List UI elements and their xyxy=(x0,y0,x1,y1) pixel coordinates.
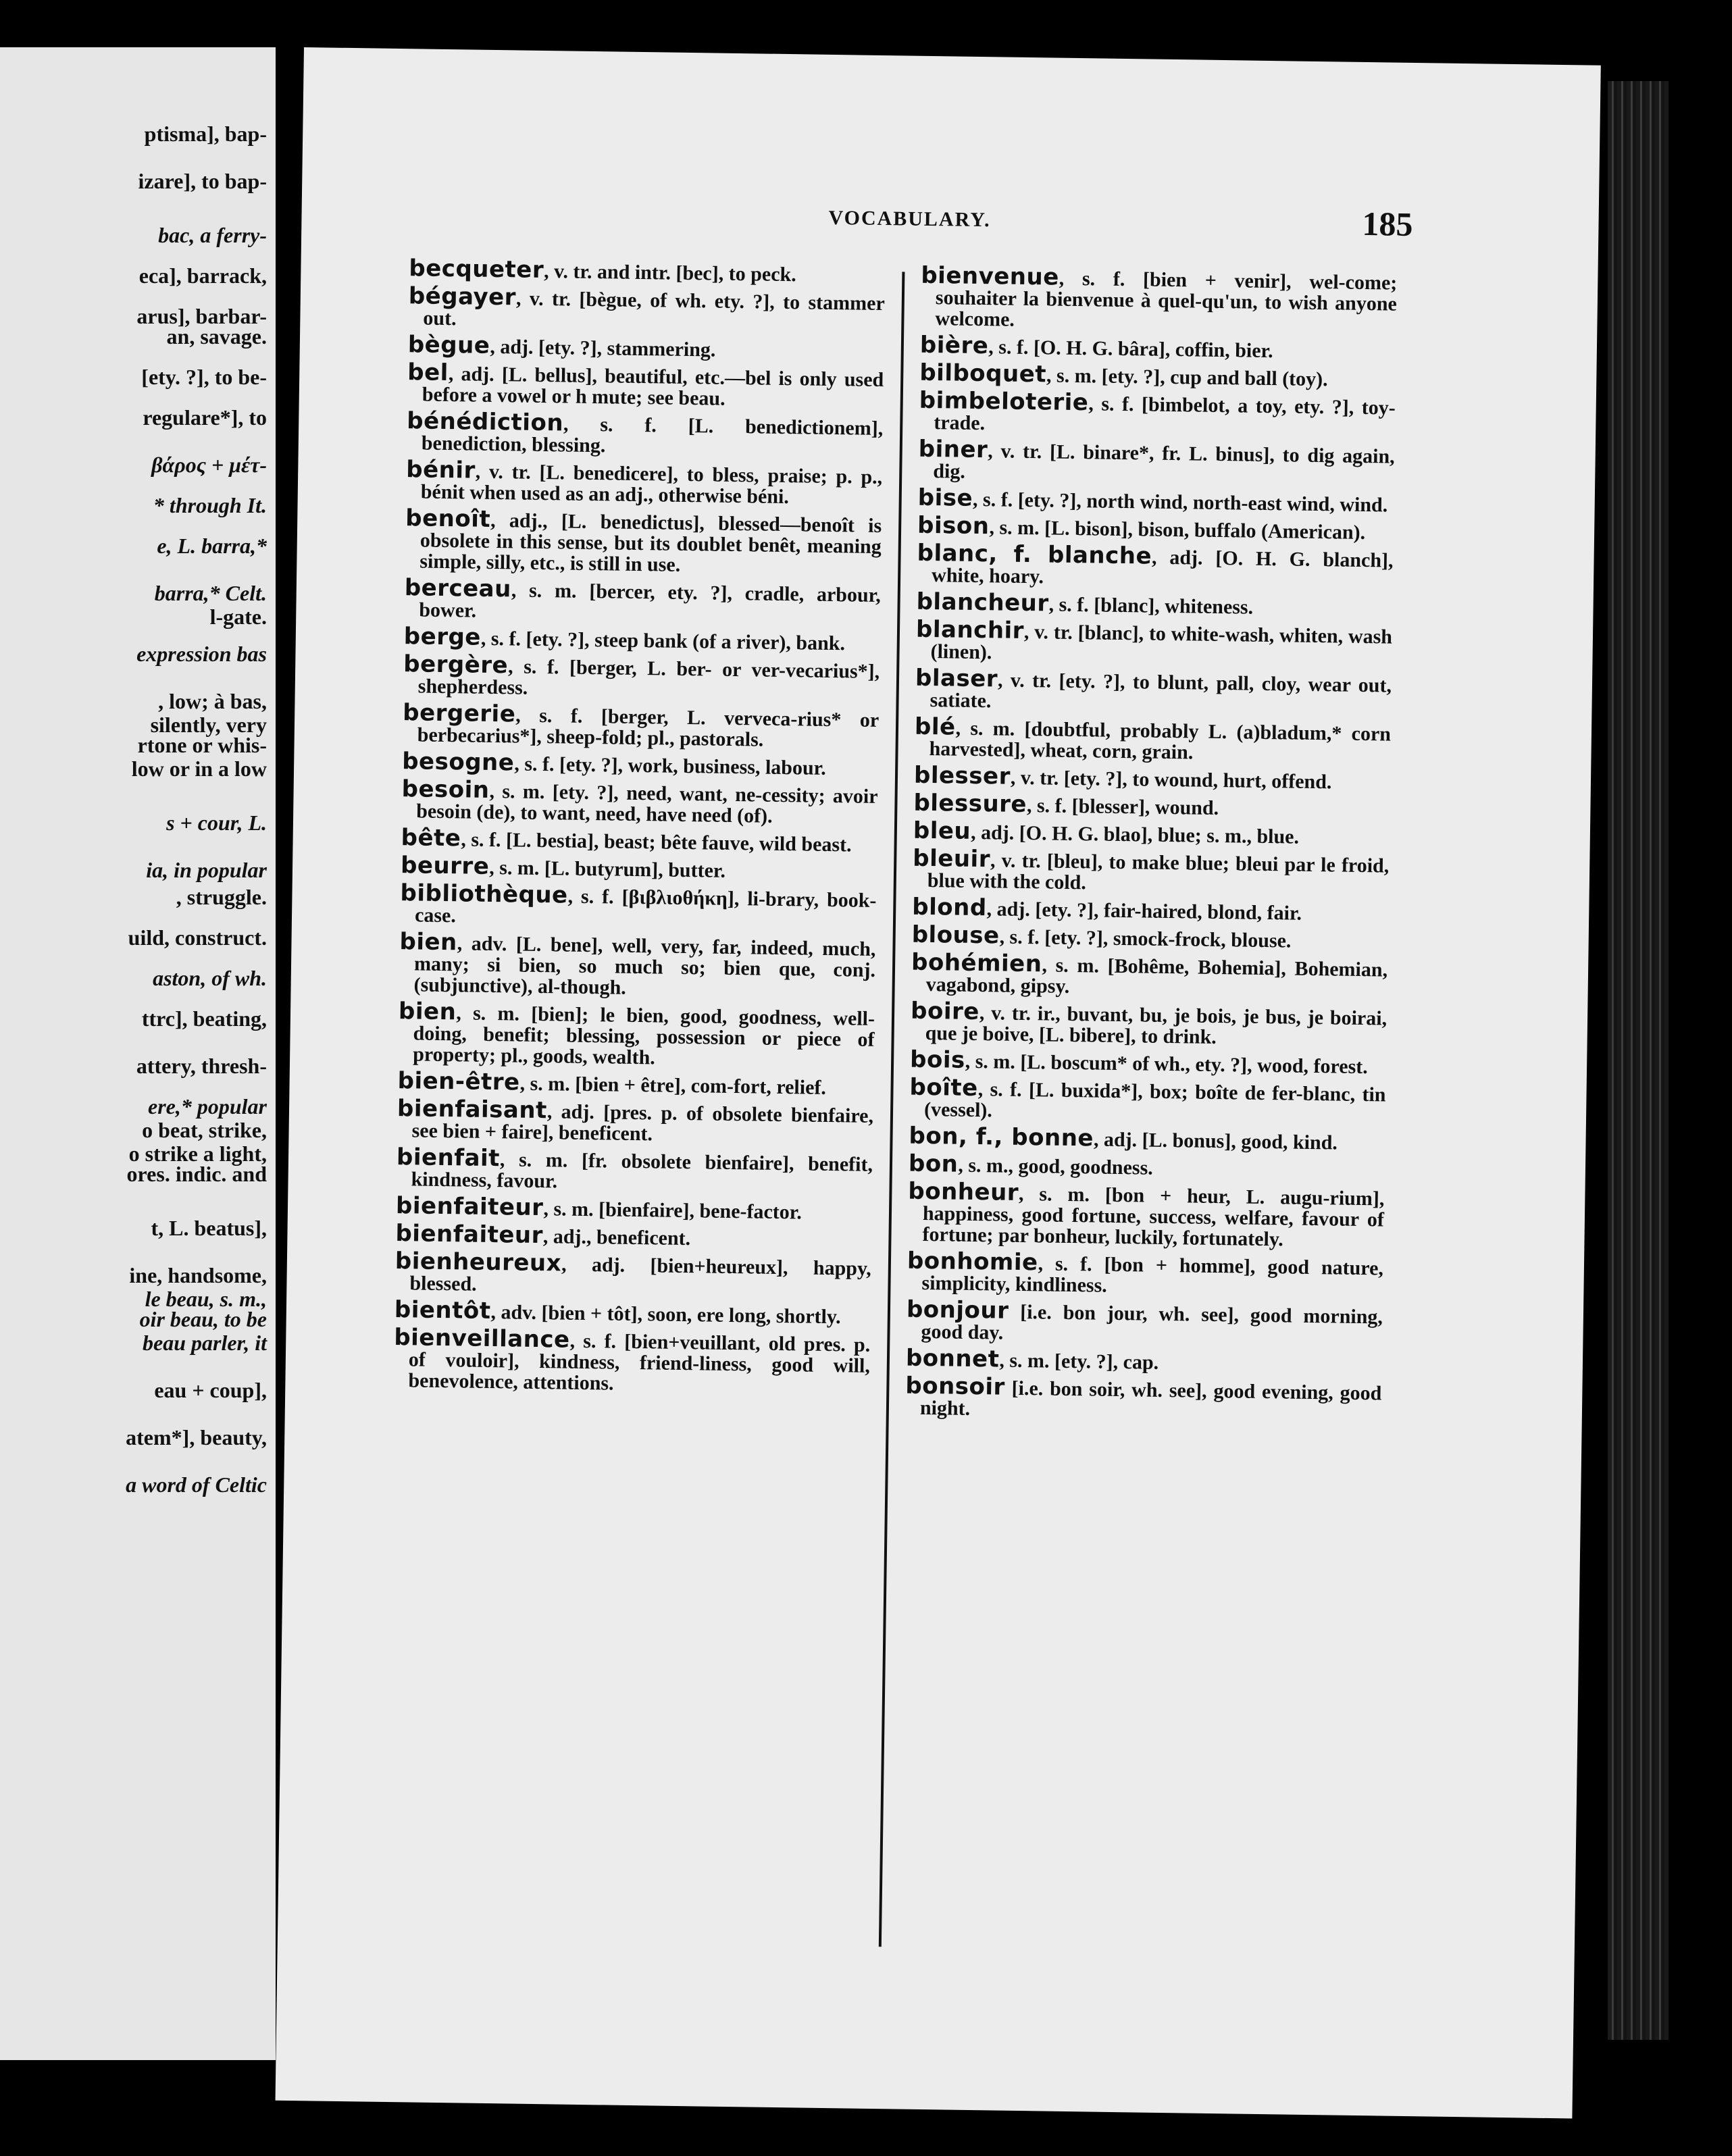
left-page-fragment: barra,* Celt. xyxy=(154,581,267,605)
left-page-fragment: beau parler, it xyxy=(142,1331,267,1355)
dictionary-entry xyxy=(407,331,884,363)
entry-definition: , s. m. [ety. ?], need, want, ne-cessity; avoir besoin (de), to want, need, have need (of). xyxy=(415,779,878,827)
entry-definition: , s. m. [bien + être], com-fort, relief. xyxy=(519,1072,827,1099)
entry-headword: blancheur xyxy=(916,588,1049,617)
entry-definition: , adj., beneficent. xyxy=(542,1225,691,1250)
vocabulary-page xyxy=(276,47,1601,2119)
entry-headword: blouse xyxy=(911,921,1000,950)
dictionary-entry xyxy=(914,713,1392,766)
entry-headword: bonjour xyxy=(906,1295,1009,1325)
dictionary-entry xyxy=(913,817,1390,849)
entry-headword: bière xyxy=(919,331,989,360)
entry-headword: bienvenue xyxy=(921,261,1060,291)
entry-headword: bon xyxy=(908,1150,959,1178)
left-page-fragment: silently, very xyxy=(150,713,267,737)
entry-definition: , v. tr. [L. binare*, fr. L. binus], to dig again, dig. xyxy=(933,440,1395,483)
left-page-fragment: regulare*], to xyxy=(143,405,267,430)
entry-headword: beurre xyxy=(400,852,490,880)
entry-headword: boîte xyxy=(909,1073,979,1102)
dictionary-entry xyxy=(920,261,1398,336)
entry-headword: blanchir xyxy=(915,615,1025,644)
entry-headword: bonhomie xyxy=(907,1247,1038,1277)
entry-headword: bise xyxy=(917,484,973,512)
left-page-fragment: s + cour, L. xyxy=(166,811,267,835)
entry-definition: , s. f. [ety. ?], smock-frock, blouse. xyxy=(999,925,1292,952)
entry-headword: bergère xyxy=(403,650,509,679)
entry-headword: bien xyxy=(398,998,457,1026)
dictionary-entry xyxy=(406,456,883,509)
entry-definition: [i.e. bon soir, wh. see], good evening, good night. xyxy=(919,1377,1382,1420)
entry-headword: bleu xyxy=(913,817,971,845)
entry-definition: , adj. [pres. p. of obsolete bienfaire, see bien + faire], beneficent. xyxy=(411,1100,874,1146)
entry-definition: , s. f. [blanc], whiteness. xyxy=(1048,593,1254,619)
dictionary-entry xyxy=(395,1220,871,1252)
entry-definition: , v. tr. [ety. ?], to wound, hurt, offend. xyxy=(1010,766,1332,794)
dictionary-entry xyxy=(404,574,881,627)
entry-definition: , v. tr. [ety. ?], to blunt, pall, cloy, wear out, satiate. xyxy=(929,669,1392,713)
dictionary-entry xyxy=(913,761,1390,794)
left-page-fragment: ptisma], bap- xyxy=(144,122,267,146)
dictionary-entry xyxy=(918,435,1395,488)
dictionary-entry xyxy=(917,511,1394,544)
entry-definition: , v. tr. [L. benedicere], to bless, praise; p. p., bénit when used as an adj., otherwise béni. xyxy=(420,460,883,509)
left-page-fragment: a word of Celtic xyxy=(126,1472,267,1497)
dictionary-entry xyxy=(408,282,886,335)
entry-headword: bison xyxy=(917,511,990,540)
entry-definition: , s. m. [ety. ?], cap. xyxy=(999,1349,1159,1374)
entry-definition: , s. f. [bien+veuillant, old pres. p. of vouloir], kindness, friend-liness, good will, benevolence, attentions. xyxy=(408,1329,871,1395)
left-page-fragment: le beau, s. m., xyxy=(145,1287,267,1311)
dictionary-entry xyxy=(919,331,1396,363)
entry-headword: blé xyxy=(914,713,956,741)
entry-headword: bien xyxy=(399,928,458,956)
entry-headword: bon, f., bonne xyxy=(909,1122,1094,1152)
entry-definition: , s. m. [L. boscum* of wh., ety. ?], wood, forest. xyxy=(965,1050,1368,1079)
dictionary-entry xyxy=(401,824,877,856)
left-page-fragment: an, savage. xyxy=(166,324,267,349)
left-page-fragment: uild, construct. xyxy=(128,925,267,950)
dictionary-entry xyxy=(405,505,882,578)
left-page-fragment: ores. indic. and xyxy=(126,1162,267,1186)
entry-definition: , s. f. [blesser], wound. xyxy=(1026,794,1219,820)
dictionary-entry xyxy=(912,893,1388,925)
dictionary-entry xyxy=(393,1324,871,1397)
entry-headword: bibliothèque xyxy=(400,879,568,909)
entry-definition: , v. tr. and intr. [bec], to peck. xyxy=(543,259,796,286)
entry-headword: bel xyxy=(407,359,449,387)
left-page-fragment: izare], to bap- xyxy=(138,169,267,193)
entry-headword: bienfaisant xyxy=(397,1095,548,1125)
left-page-fragment: * through It. xyxy=(153,493,267,517)
entry-headword: bien-être xyxy=(397,1067,520,1096)
entry-headword: bienveillance xyxy=(394,1324,570,1354)
entry-definition: , s. f. [ety. ?], work, business, labour. xyxy=(514,752,826,779)
left-page-fragment: [ety. ?], to be- xyxy=(141,365,267,389)
dictionary-entry xyxy=(398,998,875,1071)
entry-definition: , s. m. [Bohême, Bohemia], Bohemian, vagabond, gipsy. xyxy=(925,954,1388,998)
left-page-fragment: ere,* popular xyxy=(148,1094,267,1119)
entry-headword: bleuir xyxy=(913,844,991,873)
dictionary-entry xyxy=(401,775,878,828)
entry-definition: , s. f. [ety. ?], steep bank (of a river), bank. xyxy=(480,627,846,655)
dictionary-entry xyxy=(397,1095,874,1148)
running-head: VOCABULARY. xyxy=(828,206,991,232)
entry-definition: , s. m. [bienfaire], bene-factor. xyxy=(543,1198,803,1224)
entry-definition: , adj. [ety. ?], stammering. xyxy=(490,335,716,361)
entry-headword: boire xyxy=(910,997,980,1026)
dictionary-entry xyxy=(913,844,1390,898)
left-facing-page xyxy=(0,47,276,2060)
dictionary-entry xyxy=(909,1046,1386,1079)
dictionary-entry xyxy=(394,1296,871,1329)
dictionary-entry xyxy=(915,664,1392,717)
entry-headword: blesser xyxy=(913,761,1011,790)
dictionary-entry xyxy=(399,928,876,1002)
dictionary-entry xyxy=(400,879,877,932)
entry-definition: , s. m. [L. bison], bison, buffalo (American). xyxy=(989,516,1366,544)
entry-definition: , adj., [L. benedictus], blessed—benoît is obsolete in this sense, but its doublet benêt, meaning simple, silly, etc., is still in use. xyxy=(419,509,882,576)
entry-definition: , s. f. [O. H. G. bâra], coffin, bier. xyxy=(988,336,1273,363)
dictionary-entry xyxy=(917,539,1394,592)
left-page-fragment: e, L. barra,* xyxy=(157,534,267,558)
entry-headword: blessure xyxy=(913,789,1027,819)
dictionary-entry xyxy=(409,255,885,286)
entry-definition: , adj. [O. H. G. blao], blue; s. m., blue. xyxy=(970,821,1300,848)
dictionary-entry xyxy=(403,623,880,655)
dictionary-entry xyxy=(905,1372,1382,1425)
entry-definition: , s. f. [L. buxida*], box; boîte de fer-blanc, tin (vessel). xyxy=(923,1078,1386,1122)
dictionary-entry xyxy=(911,948,1388,1002)
left-column xyxy=(393,255,886,1404)
dictionary-entry xyxy=(407,359,884,411)
left-page-fragment: o beat, strike, xyxy=(142,1118,267,1142)
entry-definition: , s. m. [fr. obsolete bienfaire], benefit, kindness, favour. xyxy=(411,1148,873,1193)
entry-definition: , adv. [L. bene], well, very, far, indeed, much, many; si bien, so much so; bien que, conj. (subjunctive), al-though. xyxy=(413,932,876,999)
left-page-fragment: , low; à bas, xyxy=(158,689,267,713)
entry-definition: , s. f. [ety. ?], north wind, north-east wind, wind. xyxy=(972,488,1388,517)
dictionary-entry xyxy=(913,789,1390,821)
entry-headword: blaser xyxy=(915,664,998,693)
dictionary-entry xyxy=(394,1248,872,1300)
entry-definition: , v. tr. [bègue, of wh. ety. ?], to stammer out. xyxy=(423,287,886,330)
entry-headword: bois xyxy=(909,1046,966,1074)
entry-headword: besoin xyxy=(401,775,490,804)
entry-headword: besogne xyxy=(401,748,515,777)
entry-definition: , s. m. [ety. ?], cup and ball (toy). xyxy=(1046,364,1328,391)
dictionary-entry xyxy=(908,1150,1385,1182)
left-page-fragment: l-gate. xyxy=(209,605,267,629)
left-page-fragment: βάρος + μέτ- xyxy=(151,453,267,477)
dictionary-entry xyxy=(402,699,880,752)
entry-definition: , adj. [bien+heureux], happy, blessed. xyxy=(409,1253,872,1295)
entry-definition: , s. f. [berger, L. verveca-rius* or berbecarius*], sheep-fold; pl., pastorals. xyxy=(417,704,880,751)
dictionary-entry xyxy=(401,748,878,779)
dictionary-entry xyxy=(909,1073,1386,1127)
entry-definition: , s. f. [L. bestia], beast; bête fauve, wild beast. xyxy=(461,828,852,856)
column-divider xyxy=(879,272,905,1947)
dictionary-entry xyxy=(915,615,1393,669)
entry-headword: bénédiction xyxy=(407,407,564,437)
dictionary-entry xyxy=(907,1177,1385,1252)
entry-headword: blond xyxy=(912,893,987,922)
dictionary-entry xyxy=(911,921,1388,953)
entry-headword: berge xyxy=(403,623,482,651)
dictionary-entry xyxy=(395,1192,872,1224)
entry-definition: , v. tr. [bleu], to make blue; bleui par le froid, blue with the cold. xyxy=(927,849,1390,894)
right-column xyxy=(905,261,1398,1431)
dictionary-entry xyxy=(906,1295,1383,1349)
entry-definition: , s. f. [βιβλιοθήκη], li-brary, book-case. xyxy=(414,885,877,927)
entry-definition: , adj. [L. bellus], beautiful, etc.—bel is only used before a vowel or h mute; see beau. xyxy=(422,363,884,410)
dictionary-entry xyxy=(916,588,1392,620)
left-page-fragment: rtone or whis- xyxy=(137,733,267,757)
entry-headword: becqueter xyxy=(409,255,544,284)
entry-definition: , adj. [L. bonus], good, kind. xyxy=(1093,1128,1338,1154)
dictionary-entry xyxy=(407,407,884,460)
entry-headword: bienfaiteur xyxy=(395,1220,544,1250)
entry-definition: , s. m. [L. butyrum], butter. xyxy=(489,856,726,882)
left-page-fragment: ttrc], beating, xyxy=(141,1006,267,1031)
entry-headword: bohémien xyxy=(911,948,1042,978)
entry-definition: , s. f. [bon + homme], good nature, simplicity, kindliness. xyxy=(921,1252,1384,1297)
left-page-fragment: ia, in popular xyxy=(146,858,267,882)
left-page-fragment: eca], barrack, xyxy=(138,263,267,288)
left-page-fragment: oir beau, to be xyxy=(139,1307,267,1331)
entry-headword: bête xyxy=(401,824,461,852)
entry-headword: biner xyxy=(918,435,988,464)
book-page-edges xyxy=(1608,81,1669,2040)
entry-definition: , s. f. [berger, L. ber- or ver-vecarius*], shepherdess. xyxy=(417,655,880,699)
left-page-fragment: o strike a light, xyxy=(128,1141,267,1166)
entry-definition: , adj. [ety. ?], fair-haired, blond, fair. xyxy=(986,898,1302,925)
dictionary-entry xyxy=(919,386,1396,440)
entry-definition: , v. tr. ir., buvant, bu, je bois, je bus, je boirai, que je boive, [L. bibere], to drink. xyxy=(925,1002,1387,1049)
left-page-fragment: , struggle. xyxy=(176,885,267,909)
dictionary-entry xyxy=(907,1247,1384,1300)
left-page-fragment: arus], barbar- xyxy=(136,304,267,328)
dictionary-entry xyxy=(403,650,880,703)
entry-definition: , adj. [O. H. G. blanch], white, hoary. xyxy=(931,546,1394,588)
dictionary-entry xyxy=(919,359,1396,391)
entry-headword: benoît xyxy=(405,505,491,533)
left-page-fragment: t, L. beatus], xyxy=(151,1216,267,1240)
entry-definition: [i.e. bon jour, wh. see], good morning, good day. xyxy=(921,1300,1383,1344)
entry-definition: , s. f. [bien + venir], wel-come; souhaiter la bienvenue à quel-qu'un, to wish anyone welcome. xyxy=(935,267,1398,331)
left-page-fragment: bac, a ferry- xyxy=(158,223,267,247)
left-page-fragment: attery, thresh- xyxy=(136,1054,267,1078)
entry-headword: bonsoir xyxy=(905,1372,1006,1401)
dictionary-entry xyxy=(397,1067,873,1099)
entry-definition: , s. m. [bercer, ety. ?], cradle, arbour, bower. xyxy=(419,579,881,622)
dictionary-entry xyxy=(910,997,1387,1050)
dictionary-entry xyxy=(400,852,877,883)
entry-headword: bergerie xyxy=(402,699,516,728)
entry-definition: , s. m. [doubtful, probably L. (a)bladum,* corn harvested], wheat, corn, grain. xyxy=(929,717,1392,764)
left-page-fragment: ine, handsome, xyxy=(129,1263,267,1287)
entry-definition: , s. f. [L. benedictionem], benediction, blessing. xyxy=(421,413,884,457)
entry-headword: bienheureux xyxy=(394,1248,562,1277)
dictionary-entry xyxy=(917,484,1394,517)
entry-headword: bonnet xyxy=(905,1344,1000,1373)
entry-headword: bégayer xyxy=(408,282,517,311)
entry-headword: bègue xyxy=(407,331,490,359)
entry-definition: , adv. [bien + tôt], soon, ere long, shortly. xyxy=(490,1301,841,1329)
entry-definition: , s. m., good, goodness. xyxy=(958,1154,1153,1179)
entry-headword: bienfait xyxy=(396,1144,501,1173)
entry-headword: bienfaiteur xyxy=(395,1192,544,1222)
entry-definition: , s. f. [bimbelot, a toy, ety. ?], toy-trade. xyxy=(934,392,1396,435)
entry-headword: bonheur xyxy=(908,1177,1019,1206)
entry-headword: blanc, f. blanche xyxy=(917,539,1152,570)
entry-headword: berceau xyxy=(404,574,512,603)
left-page-fragment: aston, of wh. xyxy=(153,966,267,990)
dictionary-entry xyxy=(905,1344,1382,1377)
entry-headword: bilboquet xyxy=(919,359,1047,388)
left-page-fragment: expression bas xyxy=(136,642,267,666)
left-page-fragment: atem*], beauty, xyxy=(126,1425,267,1449)
left-page-fragment: low or in a low xyxy=(131,756,267,781)
entry-definition: , v. tr. [blanc], to white-wash, whiten, wash (linen). xyxy=(930,620,1393,664)
entry-headword: bimbeloterie xyxy=(919,386,1089,417)
entry-headword: bénir xyxy=(406,456,476,484)
entry-headword: bientôt xyxy=(394,1296,491,1325)
entry-definition: , s. m. [bien]; le bien, good, goodness, well-doing, benefit; blessing, possession or piece of property; pl., goods, wealth. xyxy=(412,1002,875,1069)
left-page-fragment: eau + coup], xyxy=(154,1378,267,1402)
dictionary-entry xyxy=(909,1122,1385,1154)
dictionary-entry xyxy=(396,1144,873,1196)
entry-definition: , s. m. [bon + heur, L. augu-rium], happiness, good fortune, success, welfare, favour of fortune; par bonheur, luckily, fortunately. xyxy=(922,1182,1385,1251)
page-number: 185 xyxy=(1362,204,1413,243)
